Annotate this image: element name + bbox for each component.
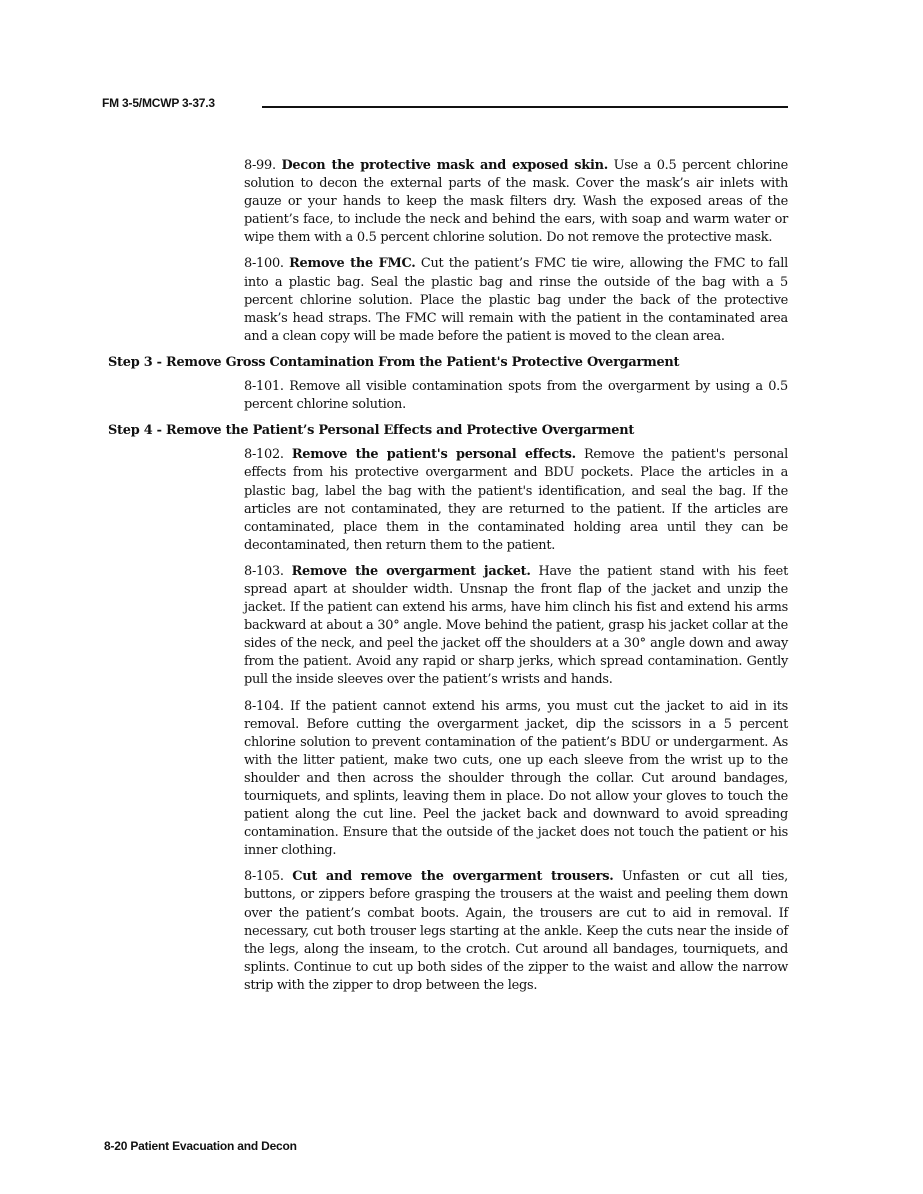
paragraph-8-100 [244, 255, 788, 345]
paragraph-8-103 [244, 563, 788, 690]
header-rule [262, 106, 788, 108]
paragraph-number: 8-99. [244, 158, 276, 173]
document-id: FM 3-5/MCWP 3-37.3 [102, 96, 215, 110]
page-footer: 8-20 Patient Evacuation and Decon [104, 1139, 297, 1153]
page-header [0, 0, 923, 120]
paragraph-8-105 [244, 868, 788, 995]
page-body [0, 157, 923, 1003]
step-3-heading: Step 3 - Remove Gross Contamination From the Patient's Protective Overgarment [108, 354, 680, 370]
paragraph-text: Remove all visible contamination spots from the overgarment by using a 0.5 percent chlorine solution. [244, 379, 788, 413]
step-4-heading: Step 4 - Remove the Patient’s Personal Effects and Protective Overgarment [108, 423, 635, 439]
paragraph-lead: Remove the overgarment jacket. [291, 563, 531, 579]
paragraph-lead: Remove the patient's personal effects. [291, 447, 576, 463]
paragraph-text: If the patient cannot extend his arms, you must cut the jacket to aid in its removal. Before cutting the overgarment jacket, dip the scissors in a 5 percent chlorine solution to prevent contamination of the patient’s BDU or undergarment. As with the litter patient, make two cuts, one up each sleeve from the wrist up to the shoulder and then across the shoulder through the collar. Cut around bandages, tourniquets, and splints, leaving them in place. Do not allow your gloves to touch the patient along the cut line. Peel the jacket back and downward to avoid spreading contamination. Ensure that the outside of the jacket does not touch the patient or his inner clothing. [244, 698, 788, 859]
paragraph-text: Have the patient stand with his feet spread apart at shoulder width. Unsnap the front flap of the jacket and unzip the jacket. If the patient can extend his arms, have him clinch his fist and extend his arms backward at about a 30° angle. Move behind the patient, grasp his jacket collar at the sides of the neck, and peel the jacket off the shoulders at a 30° angle down and away from the patient. Avoid any rapid or sharp jerks, which spread contamination. Gently pull the inside sleeves over the patient’s wrists and hands. [244, 563, 788, 688]
paragraph-number: 8-101. [244, 379, 284, 395]
paragraph-8-102 [244, 446, 788, 555]
paragraph-number: 8-104. [244, 698, 284, 714]
paragraph-8-99 [244, 157, 788, 247]
paragraph-number: 8-103. [244, 563, 284, 579]
paragraph-8-104 [244, 698, 788, 861]
paragraph-lead: Decon the protective mask and exposed skin. [281, 158, 608, 173]
paragraph-lead: Remove the FMC. [289, 256, 416, 272]
paragraph-number: 8-100. [244, 256, 284, 272]
paragraph-number: 8-102. [244, 447, 284, 463]
paragraph-text: Unfasten or cut all ties, buttons, or zippers before grasping the trousers at the waist and peeling them down over the patient’s combat boots. Again, the trousers are cut to aid in removal. If necessary, cut both trouser legs starting at the ankle. Keep the cuts near the inside of the legs, along the inseam, to the crotch. Cut around all bandages, tourniquets, and splints. Continue to cut up both sides of the zipper to the waist and allow the narrow strip with the zipper to drop between the legs. [244, 869, 788, 993]
paragraph-8-101 [244, 378, 788, 414]
paragraph-text: Use a 0.5 percent chlorine solution to decon the external parts of the mask. Cover the mask’s air inlets with gauze or your hands to keep the mask filters dry. Wash the exposed areas of the patient’s face, to include the neck and behind the ears, with soap and warm water or wipe them with a 0.5 percent chlorine solution. Do not remove the protective mask. [244, 158, 788, 246]
paragraph-number: 8-105. [244, 869, 284, 885]
paragraph-lead: Cut and remove the overgarment trousers. [292, 869, 614, 885]
paragraph-text: Cut the patient’s FMC tie wire, allowing the FMC to fall into a plastic bag. Seal the plastic bag and rinse the outside of the bag with a 5 percent chlorine solution. Place the plastic bag under the back of the protective mask’s head straps. The FMC will remain with the patient in the contaminated area and a clean copy will be made before the patient is moved to the clean area. [244, 256, 789, 344]
paragraph-text: Remove the patient's personal effects from his protective overgarment and BDU pockets. Place the articles in a plastic bag, label the bag with the patient's identification, and seal the bag. If the articles are not contaminated, they are returned to the patient. If the articles are contaminated, place them in the contaminated holding area until they can be decontaminated, then return them to the patient. [244, 447, 788, 553]
